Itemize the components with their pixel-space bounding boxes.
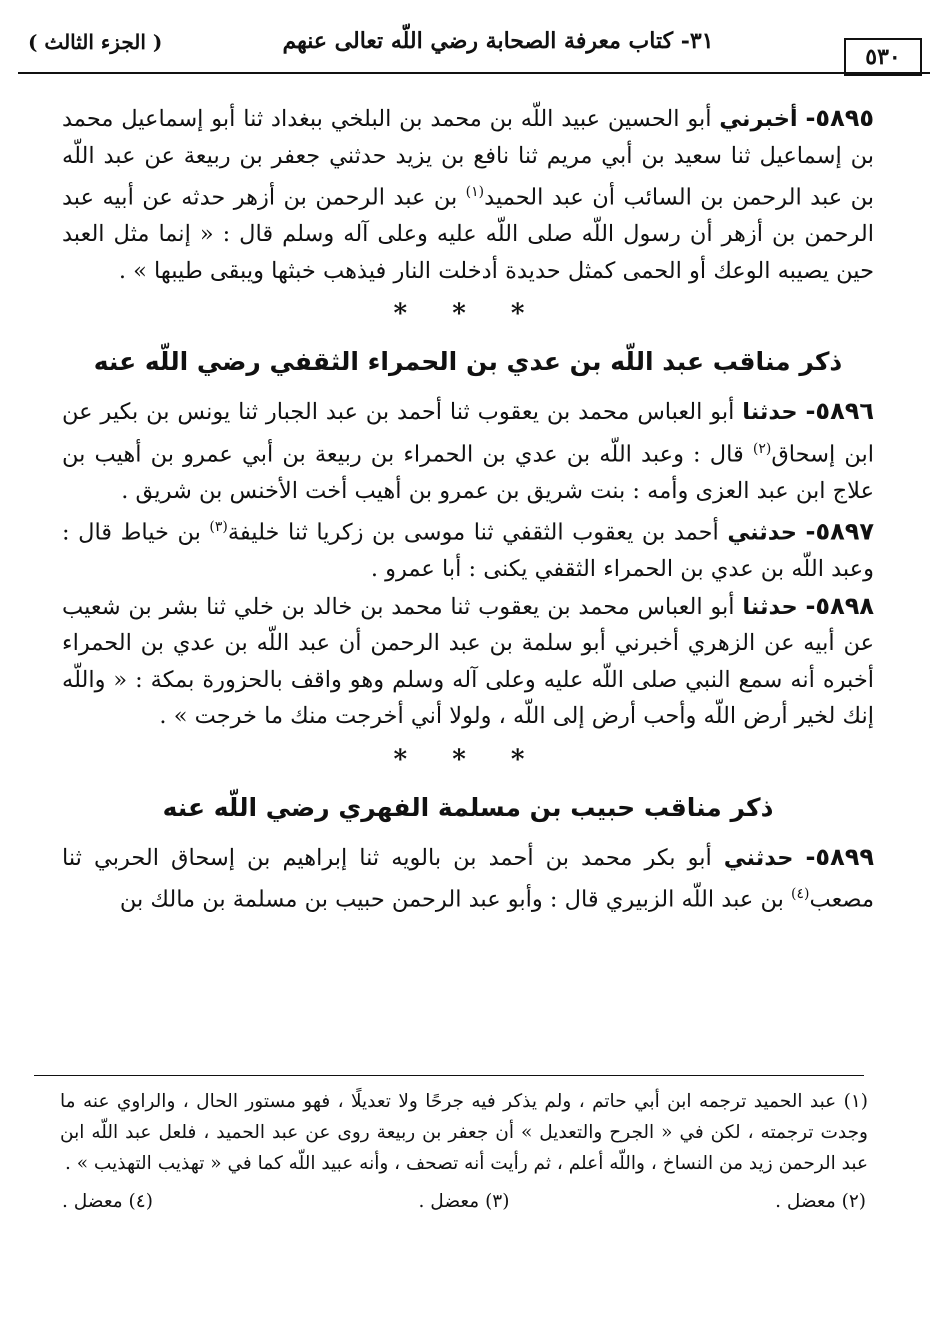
entry-keyword: حدثني: [723, 844, 794, 871]
footnote-ref[interactable]: (٢): [752, 440, 772, 457]
footnote-1: (١) عبد الحميد ترجمه ابن أبي حاتم ، ولم يذكر فيه جرحًا ولا تعديلًا ، فهو مستور الحال ، والراوي عنه ما وجدت ترجمته ، لكن في « الجرح والتعديل » أن جعفر بن ربيعة روى عن عبد الحميد ، فلعل عبد اللّه ابن عبد الرحمن زيد من النساخ ، واللّه أعلم ، ثم رأيت أنه تصحف ، وأنه عبيد اللّه كما في « تهذيب التهذيب » .: [60, 1091, 868, 1174]
hadith-entry-5898: [62, 588, 874, 735]
footnotes-short-row: [60, 1191, 868, 1212]
entry-number: ٥٨٩٨-: [805, 591, 875, 620]
footnotes: [60, 1086, 868, 1212]
entry-number: ٥٨٩٧-: [805, 517, 875, 546]
footnote-3: (٣) معضل .: [418, 1191, 510, 1212]
footnote-ref[interactable]: (١): [465, 184, 485, 200]
entry-text: أحمد بن يعقوب الثقفي ثنا موسى بن زكريا ثنا خليفة: [227, 519, 719, 546]
entry-number: ٥٨٩٩-: [805, 842, 875, 871]
entry-number: ٥٨٩٦-: [805, 397, 875, 425]
hadith-entry-5897: [62, 509, 874, 588]
entry-text: أبو الحسين عبيد اللّه بن محمد بن البلخي ببغداد ثنا أبو إسماعيل محمد بن إسماعيل ثنا سعيد بن أبي مريم ثنا نافع بن يزيد حدثني جعفر بن ربيعة عن عبد اللّه بن عبد الرحمن بن السائب أن عبد الحميد: [62, 106, 874, 211]
entry-keyword: أخبرني: [719, 106, 798, 132]
hadith-entry-5896: [62, 393, 874, 509]
page-number: ٥٣٠: [844, 38, 922, 76]
entry-number: ٥٨٩٥-: [805, 104, 875, 132]
page-header: [18, 20, 930, 74]
header-rule: [18, 72, 930, 74]
entry-keyword: حدثني: [727, 519, 797, 546]
footnote-rule: [34, 1075, 864, 1076]
entry-text: أبو بكر محمد بن أحمد بن بالويه ثنا إبراهيم بن إسحاق الحربي ثنا مصعب: [62, 844, 874, 913]
entry-keyword: حدثنا: [742, 399, 798, 425]
section-heading: ذكر مناقب حبيب بن مسلمة الفهري رضي اللّه عنه: [162, 792, 774, 822]
entry-text: بن خياط قال : وعبد اللّه بن عدي بن الحمراء الثقفي يكنى : أبا عمرو .: [62, 519, 874, 582]
section-separator: * * *: [393, 299, 543, 329]
footnote-4: (٤) معضل .: [62, 1191, 153, 1212]
section-heading: ذكر مناقب عبد اللّه بن عدي بن الحمراء الثقفي رضي اللّه عنه: [93, 347, 843, 376]
entry-text: قال : وعبد اللّه بن عدي بن الحمراء بن ربيعة بن أبي عمرو بن أهيب بن علاج ابن عبد العزى وأمه : بنت شريق بن عمرو بن أهيب أخت الأخنس بن شريق .: [62, 441, 874, 504]
footnote-ref[interactable]: (٣): [209, 519, 228, 535]
section-separator: * * *: [393, 744, 543, 775]
running-title: ٣١- كتاب معرفة الصحابة رضي اللّه تعالى عنهم: [282, 28, 714, 54]
entry-text: بن عبد الرحمن بن أزهر حدثه عن أبيه عبد الرحمن بن أزهر أن رسول اللّه صلى اللّه عليه وعلى آله وسلم قال : « إنما مثل العبد حين يصيبه الوعك أو الحمى كمثل حديدة أدخلت النار فيذهب خبثها ويبقى طيبها » .: [62, 184, 874, 284]
hadith-entry-5895: [62, 100, 874, 289]
footnote-ref[interactable]: (٤): [791, 886, 810, 902]
entry-keyword: حدثنا: [742, 593, 798, 620]
entry-text: أبو العباس محمد بن يعقوب ثنا محمد بن خالد بن خلي ثنا بشر بن شعيب عن أبيه عن الزهري أخبرني أبو سلمة بن عبد الرحمن أن عبد اللّه بن عدي بن الحمراء أخبره أنه سمع النبي صلى اللّه عليه وعلى آله وسلم وهو واقف بالحزورة بمكة : « واللّه إنك لخير أرض اللّه وأحب أرض إلى اللّه ، ولولا أني أخرجت منك ما خرجت » .: [62, 593, 874, 729]
footnote-2: (٢) معضل .: [775, 1191, 866, 1212]
entry-text: أبو العباس محمد بن يعقوب ثنا أحمد بن عبد الجبار ثنا يونس بن بكير عن ابن إسحاق: [62, 399, 875, 467]
main-text: [62, 100, 874, 918]
hadith-entry-5899: [62, 839, 874, 919]
entry-text: بن عبد اللّه الزبيري قال : وأبو عبد الرحمن حبيب بن مسلمة بن مالك بن: [119, 886, 784, 913]
volume-part-label: ( الجزء الثالث ): [28, 30, 163, 54]
